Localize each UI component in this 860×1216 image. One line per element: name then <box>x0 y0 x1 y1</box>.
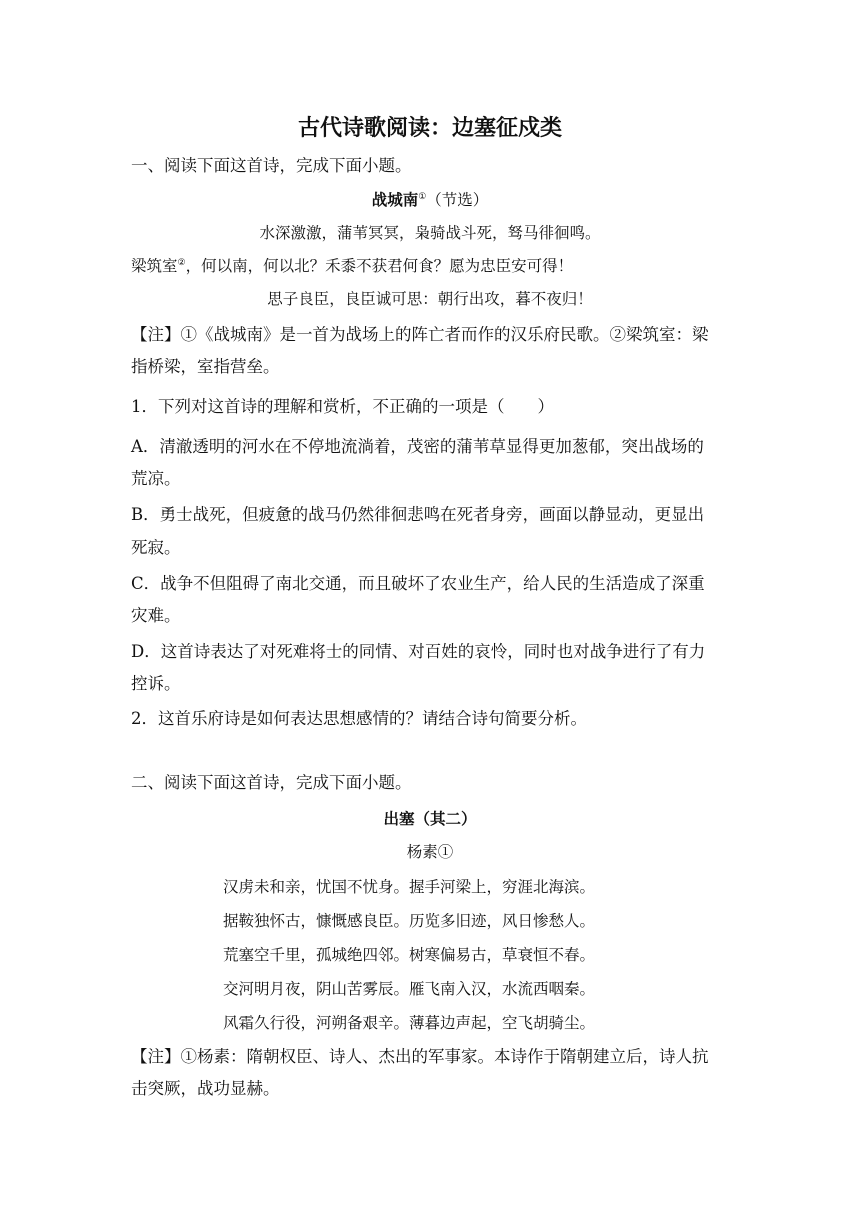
option-b-line-1: B．勇士战死，但疲惫的战马仍然徘徊悲鸣在死者身旁，画面以静显动，更显出 <box>131 505 705 524</box>
option-b-line-2: 死寂。 <box>131 538 181 557</box>
poem1-line-3: 思子良臣，良臣诚可思：朝行出攻，暮不夜归！ <box>267 290 593 308</box>
option-d-line-1: D．这首诗表达了对死难将士的同情、对百姓的哀怜，同时也对战争进行了有力 <box>131 642 706 661</box>
poem2-line-2: 据鞍独怀古，慷慨感良臣。历览多旧迹，风日惨愁人。 <box>223 912 596 930</box>
question-1: 1．下列对这首诗的理解和赏析，不正确的一项是（ ） <box>131 397 554 416</box>
poem1-title-footnote-mark: ① <box>418 191 427 202</box>
page-title: 古代诗歌阅读：边塞征戍类 <box>297 115 562 141</box>
poem1-title-suffix: （节选） <box>426 191 489 209</box>
poem1-line-2-part-b: ，何以南，何以北？禾黍不获君何食？愿为忠臣安可得！ <box>185 257 574 275</box>
poem1-line-2 <box>131 259 573 275</box>
section2-note-line-2: 击突厥，战功显赫。 <box>131 1079 280 1098</box>
option-a-line-2: 荒凉。 <box>131 469 181 488</box>
section1-instruction: 一、阅读下面这首诗，完成下面小题。 <box>131 156 412 175</box>
question-2: 2．这首乐府诗是如何表达思想感情的？请结合诗句简要分析。 <box>131 709 587 728</box>
poem2-line-4: 交河明月夜，阴山苦雾辰。雁飞南入汉，水流西咽秦。 <box>223 980 596 998</box>
option-a-line-1: A．清澈透明的河水在不停地流淌着，茂密的蒲苇草显得更加葱郁，突出战场的 <box>131 437 704 456</box>
option-c-line-1: C．战争不但阻碍了南北交通，而且破坏了农业生产，给人民的生活造成了深重 <box>131 574 705 593</box>
poem1-line-2-part-a: 梁筑室 <box>131 257 178 275</box>
option-c-line-2: 灾难。 <box>131 606 181 625</box>
poem2-line-3: 荒塞空千里，孤城绝四邻。树寒偏易古，草衰恒不春。 <box>223 946 596 964</box>
section1-note-line-1: 【注】①《战城南》是一首为战场上的阵亡者而作的汉乐府民歌。②梁筑室：梁 <box>131 325 709 344</box>
section1-note-line-2: 指桥梁，室指营垒。 <box>131 357 280 376</box>
poem1-title-text: 战城南 <box>371 190 419 209</box>
poem1-title <box>0 192 860 209</box>
poem2-title: 出塞（其二） <box>383 809 477 828</box>
poem2-line-5: 风霜久行役，河朔备艰辛。薄暮边声起，空飞胡骑尘。 <box>223 1014 596 1032</box>
poem1-line-1: 水深激激，蒲苇冥冥，枭骑战斗死，驽马徘徊鸣。 <box>259 224 601 242</box>
poem1-line-2-footnote-mark: ② <box>177 257 186 268</box>
poem2-author: 杨素① <box>406 843 454 861</box>
section2-instruction: 二、阅读下面这首诗，完成下面小题。 <box>131 773 412 792</box>
section2-note-line-1: 【注】①杨素：隋朝权臣、诗人、杰出的军事家。本诗作于隋朝建立后，诗人抗 <box>131 1047 709 1066</box>
option-d-line-2: 控诉。 <box>131 674 181 693</box>
poem2-line-1: 汉虏未和亲，忧国不忧身。握手河梁上，穷涯北海滨。 <box>223 878 596 896</box>
